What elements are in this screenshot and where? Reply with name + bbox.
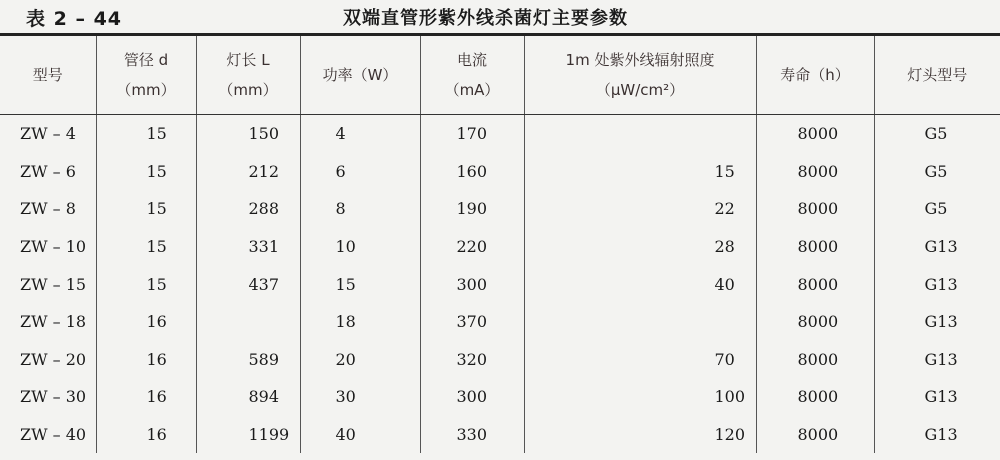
header-power: 功率（W） [300, 36, 420, 115]
cell-irradiance: 120 [524, 416, 756, 454]
cell-power: 4 [300, 115, 420, 153]
table-row [0, 190, 1000, 228]
cell-model: ZW – 30 [20, 387, 87, 407]
header-irradiance: 1m 处紫外线辐射照度 （μW/cm²） [524, 36, 756, 115]
cell-life: 8000 [756, 341, 874, 379]
cell-diameter: 15 [96, 228, 196, 266]
header-life: 寿命（h） [756, 36, 874, 115]
cell-base-type: G13 [874, 341, 1000, 379]
header-row [0, 36, 1000, 115]
cell-model: ZW – 40 [20, 425, 87, 445]
cell-diameter: 16 [96, 378, 196, 416]
cell-current: 300 [420, 378, 524, 416]
cell-base-type: G5 [874, 115, 1000, 153]
table-row [0, 341, 1000, 379]
cell-power: 30 [300, 378, 420, 416]
table-caption [0, 0, 1000, 34]
cell-life: 8000 [756, 190, 874, 228]
cell-model: ZW – 4 [20, 124, 76, 144]
cell-base-type: G13 [874, 265, 1000, 303]
cell-diameter: 16 [96, 416, 196, 454]
cell-power: 6 [300, 153, 420, 191]
cell-model: ZW – 10 [20, 237, 87, 257]
cell-diameter: 15 [96, 115, 196, 153]
lamp-parameters-table [0, 36, 1000, 453]
cell-irradiance: 70 [524, 341, 756, 379]
cell-life: 8000 [756, 153, 874, 191]
table-number: 表 2 – 44 [26, 8, 123, 30]
cell-base-type: G13 [874, 378, 1000, 416]
cell-base-type: G5 [874, 190, 1000, 228]
header-model: 型号 [0, 36, 96, 115]
cell-length: 437 [196, 265, 300, 303]
cell-current: 370 [420, 303, 524, 341]
cell-length: 288 [196, 190, 300, 228]
cell-length [196, 303, 300, 341]
cell-irradiance [524, 115, 756, 153]
cell-length: 1199 [196, 416, 300, 454]
cell-irradiance: 28 [524, 228, 756, 266]
cell-power: 8 [300, 190, 420, 228]
table-row [0, 115, 1000, 153]
cell-power: 15 [300, 265, 420, 303]
cell-current: 170 [420, 115, 524, 153]
table-row [0, 378, 1000, 416]
cell-diameter: 15 [96, 265, 196, 303]
cell-life: 8000 [756, 303, 874, 341]
cell-current: 160 [420, 153, 524, 191]
cell-length: 589 [196, 341, 300, 379]
cell-base-type: G13 [874, 416, 1000, 454]
cell-life: 8000 [756, 265, 874, 303]
table-row [0, 153, 1000, 191]
header-length: 灯长 L （mm） [196, 36, 300, 115]
cell-power: 20 [300, 341, 420, 379]
cell-life: 8000 [756, 228, 874, 266]
cell-power: 10 [300, 228, 420, 266]
cell-length: 894 [196, 378, 300, 416]
cell-power: 40 [300, 416, 420, 454]
cell-base-type: G13 [874, 303, 1000, 341]
table-row [0, 265, 1000, 303]
table-row [0, 228, 1000, 266]
cell-length: 150 [196, 115, 300, 153]
table-row [0, 416, 1000, 454]
cell-irradiance: 40 [524, 265, 756, 303]
cell-model: ZW – 20 [20, 349, 87, 369]
cell-base-type: G5 [874, 153, 1000, 191]
header-diameter: 管径 d （mm） [96, 36, 196, 115]
cell-life: 8000 [756, 416, 874, 454]
cell-current: 320 [420, 341, 524, 379]
table-title: 双端直管形紫外线杀菌灯主要参数 [343, 8, 628, 29]
cell-model: ZW – 15 [20, 274, 87, 294]
cell-length: 212 [196, 153, 300, 191]
header-current: 电流 （mA） [420, 36, 524, 115]
cell-diameter: 15 [96, 153, 196, 191]
cell-irradiance: 100 [524, 378, 756, 416]
cell-diameter: 15 [96, 190, 196, 228]
cell-model: ZW – 8 [20, 199, 76, 219]
cell-current: 330 [420, 416, 524, 454]
cell-diameter: 16 [96, 303, 196, 341]
cell-current: 190 [420, 190, 524, 228]
cell-current: 300 [420, 265, 524, 303]
cell-model: ZW – 6 [20, 161, 76, 181]
cell-irradiance [524, 303, 756, 341]
cell-current: 220 [420, 228, 524, 266]
cell-model: ZW – 18 [20, 312, 87, 332]
cell-power: 18 [300, 303, 420, 341]
cell-diameter: 16 [96, 341, 196, 379]
cell-irradiance: 15 [524, 153, 756, 191]
header-base-type: 灯头型号 [874, 36, 1000, 115]
table-row [0, 303, 1000, 341]
cell-length: 331 [196, 228, 300, 266]
cell-life: 8000 [756, 378, 874, 416]
cell-base-type: G13 [874, 228, 1000, 266]
cell-irradiance: 22 [524, 190, 756, 228]
cell-life: 8000 [756, 115, 874, 153]
